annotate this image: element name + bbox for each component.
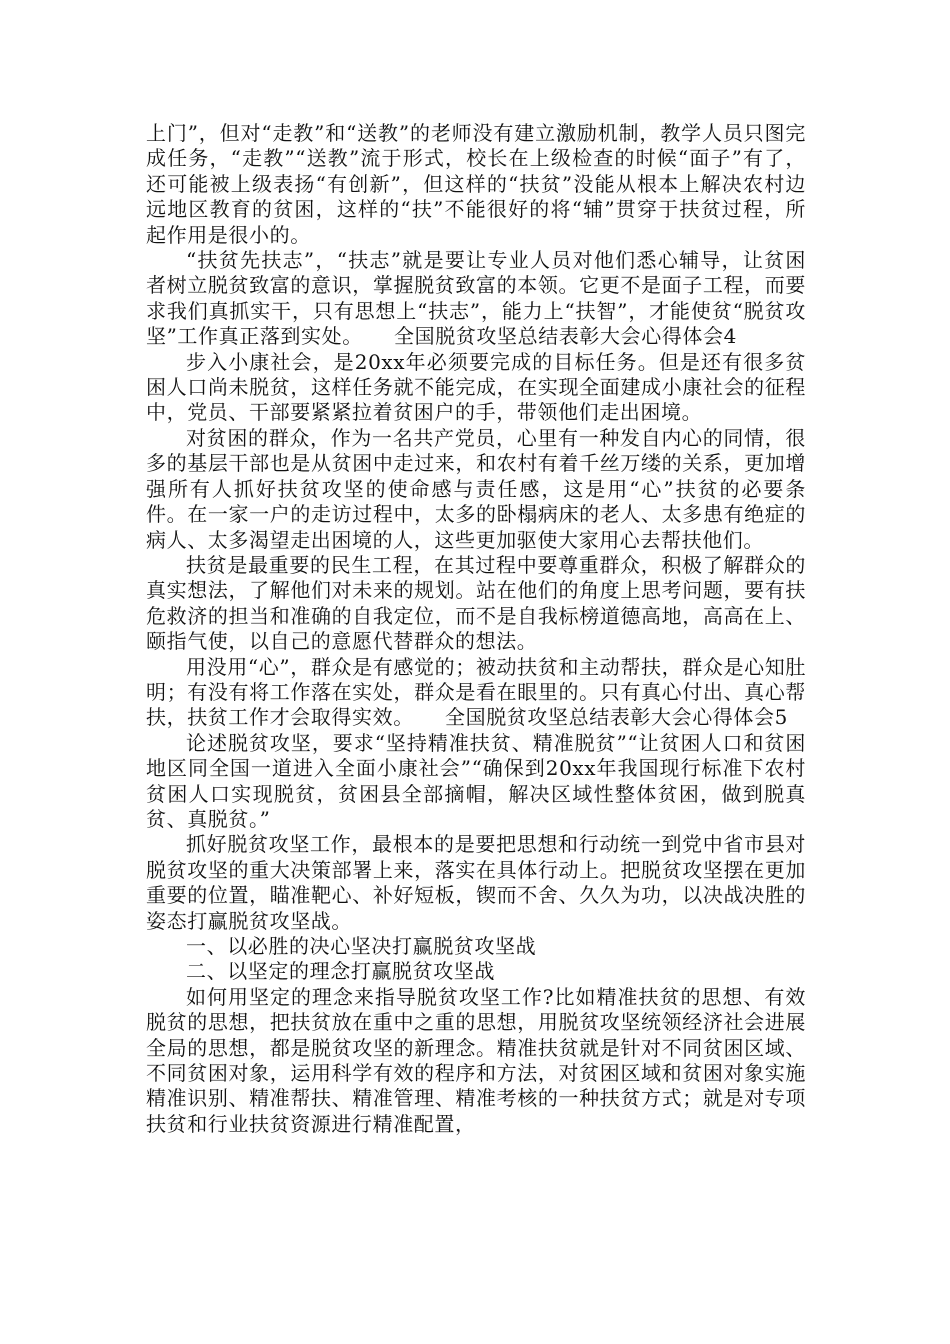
- paragraph: 用没用“心”，群众是有感觉的；被动扶贫和主动帮扶，群众是心知肚明；有没有将工作落在实处，群众是看在眼里的。只有真心付出、真心帮扶，扶贫工作才会取得实效。 全国脱贫攻坚总结表彰大会心得体会5: [146, 654, 806, 730]
- paragraph: 对贫困的群众，作为一名共产党员，心里有一种发自内心的同情，很多的基层干部也是从贫困中走过来，和农村有着千丝万缕的关系，更加增强所有人抓好扶贫攻坚的使命感与责任感，这是用“心”扶贫的必要条件。在一家一户的走访过程中，太多的卧榻病床的老人、太多患有绝症的病人、太多渴望走出困境的人，这些更加驱使大家用心去帮扶他们。: [146, 425, 806, 552]
- section-heading: 二、以坚定的理念打赢脱贫攻坚战: [186, 959, 495, 984]
- paragraph: 如何用坚定的理念来指导脱贫攻坚工作?比如精准扶贫的思想、有效脱贫的思想，把扶贫放在重中之重的思想，用脱贫攻坚统领经济社会进展全局的思想，都是脱贫攻坚的新理念。精准扶贫就是针对不同贫困区域、不同贫困对象，运用科学有效的程序和方法，对贫困区域和贫困对象实施精准识别、精准帮扶、精准管理、精准考核的一种扶贫方式；就是对专项扶贫和行业扶贫资源进行精准配置，: [146, 984, 806, 1136]
- document-body: [146, 121, 806, 1137]
- section-heading: 一、以必胜的决心坚决打赢脱贫攻坚战: [186, 934, 537, 958]
- paragraph: 步入小康社会，是20xx年必须要完成的目标任务。但是还有很多贫困人口尚未脱贫，这样任务就不能完成，在实现全面建成小康社会的征程中，党员、干部要紧紧拉着贫困户的手，带领他们走出困境。: [146, 349, 806, 425]
- paragraph: 上门”，但对“走教”和“送教”的老师没有建立激励机制，教学人员只图完成任务，“走教”“送教”流于形式，校长在上级检查的时候“面子”有了，还可能被上级表扬“有创新”，但这样的“扶贫”没能从根本上解决农村边远地区教育的贫困，这样的“扶”不能很好的将“辅”贯穿于扶贫过程，所起作用是很小的。: [146, 121, 806, 247]
- paragraph: 论述脱贫攻坚，要求“坚持精准扶贫、精准脱贫”“让贫困人口和贫困地区同全国一道进入全面小康社会”“确保到20xx年我国现行标准下农村贫困人口实现脱贫，贫困县全部摘帽，解决区域性整体贫困，做到脱真贫、真脱贫。”: [146, 730, 806, 831]
- paragraph: “扶贫先扶志”，“扶志”就是要让专业人员对他们悉心辅导，让贫困者树立脱贫致富的意识，掌握脱贫致富的本领。它更不是面子工程，而要求我们真抓实干，只有思想上“扶志”，能力上“扶智”，才能使贫“脱贫攻坚”工作真正落到实处。 全国脱贫攻坚总结表彰大会心得体会4: [146, 248, 806, 349]
- paragraph: 抓好脱贫攻坚工作，最根本的是要把思想和行动统一到党中省市县对脱贫攻坚的重大决策部署上来，落实在具体行动上。把脱贫攻坚摆在更加重要的位置，瞄准靶心、补好短板，锲而不舍、久久为功，以决战决胜的姿态打赢脱贫攻坚战。: [146, 832, 806, 933]
- paragraph: 扶贫是最重要的民生工程，在其过程中要尊重群众，积极了解群众的真实想法，了解他们对未来的规划。站在他们的角度上思考问题，要有扶危救济的担当和准确的自我定位，而不是自我标榜道德高地，高高在上、颐指气使，以自己的意愿代替群众的想法。: [146, 552, 806, 654]
